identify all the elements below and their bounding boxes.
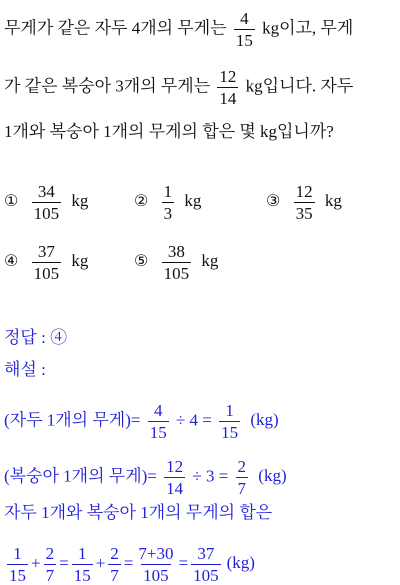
option-marker: ④ [4,253,19,271]
fraction [108,545,121,584]
denominator: 7 [110,566,119,585]
option-unit: kg [71,251,89,271]
numerator: 2 [45,544,55,563]
option-1[interactable] [4,183,88,222]
solution-step-3 [4,503,272,523]
operator: = [178,553,189,573]
operator: ÷ 3 = [192,466,229,486]
fraction [148,402,169,441]
option-unit: kg [324,191,342,211]
denominator: 7 [237,479,247,498]
option-marker: ① [4,193,19,211]
numerator: 1 [225,401,234,420]
fraction [7,545,28,584]
numerator: 37 [197,544,215,563]
operator: ÷ 4 = [175,410,212,430]
numerator: 34 [37,182,55,201]
option-2[interactable] [134,183,201,222]
option-3[interactable] [266,183,342,222]
fraction [191,545,221,584]
numerator: 38 [167,242,185,261]
numerator: 37 [37,242,55,261]
denominator: 15 [149,423,167,442]
denominator: 15 [73,566,91,585]
fraction [162,243,192,282]
problem-line-2 [4,68,353,107]
problem-line-3 [4,122,334,142]
problem-line-1 [4,10,353,49]
fraction [236,458,249,497]
denominator: 15 [221,423,239,442]
denominator: 14 [166,479,184,498]
numerator: 1 [163,182,173,201]
option-5[interactable] [134,243,218,282]
step-label: (자두 1개의 무게)= [4,410,141,430]
numerator: 7+30 [138,544,174,563]
solution-step-2 [4,458,287,497]
fraction [136,545,175,584]
operator: = [123,553,134,573]
option-4[interactable] [4,243,88,282]
numerator: 4 [153,401,163,420]
problem-text: 가 같은 복숭아 3개의 무게는 [4,76,211,96]
denominator: 14 [219,89,237,108]
denominator: 105 [163,264,190,283]
numerator: 2 [110,544,119,563]
unit-label: (kg) [250,410,279,430]
unit-label: (kg) [226,553,255,573]
step-text: 자두 1개와 복숭아 1개의 무게의 합은 [4,503,273,522]
denominator: 7 [45,566,55,585]
problem-text: kg이고, 무게 [262,18,354,38]
unit-label: (kg) [258,466,287,486]
numerator: 12 [166,457,184,476]
operator: = [59,553,69,573]
numerator: 1 [77,544,87,563]
answer-line [4,328,67,348]
option-unit: kg [184,191,202,211]
option-marker: ② [134,193,149,211]
fraction [44,545,57,584]
fraction [217,68,238,107]
fraction [162,183,175,222]
numerator: 4 [240,9,249,28]
option-unit: kg [201,251,219,271]
step-label: (복숭아 1개의 무게)= [4,466,157,486]
denominator: 105 [143,566,169,585]
explanation-heading [4,360,46,380]
solution-step-1 [4,402,279,441]
explanation-label: 해설 : [4,360,46,379]
problem-text: kg입니다. 자두 [245,76,354,96]
denominator: 15 [9,566,26,585]
fraction [294,183,315,222]
denominator: 15 [235,31,253,50]
numerator: 12 [219,67,237,86]
denominator: 105 [33,264,60,283]
solution-step-4 [4,545,255,584]
problem-text: 무게가 같은 자두 4개의 무게는 [4,18,227,38]
numerator: 2 [237,457,247,476]
problem-text: 1개와 복숭아 1개의 무게의 합은 몇 kg입니까? [4,122,334,141]
option-marker: ⑤ [134,253,149,271]
fraction [219,402,240,441]
denominator: 35 [295,204,313,223]
fraction [32,243,62,282]
fraction [32,183,62,222]
option-unit: kg [71,191,89,211]
answer-text: 정답 : ④ [4,328,68,347]
operator: + [31,553,41,573]
numerator: 12 [295,182,313,201]
fraction [234,10,255,49]
operator: + [95,553,106,573]
denominator: 105 [33,204,60,223]
numerator: 1 [13,544,22,563]
fraction [72,545,93,584]
fraction [164,458,185,497]
denominator: 105 [193,566,219,585]
option-marker: ③ [266,193,281,211]
denominator: 3 [163,204,173,223]
